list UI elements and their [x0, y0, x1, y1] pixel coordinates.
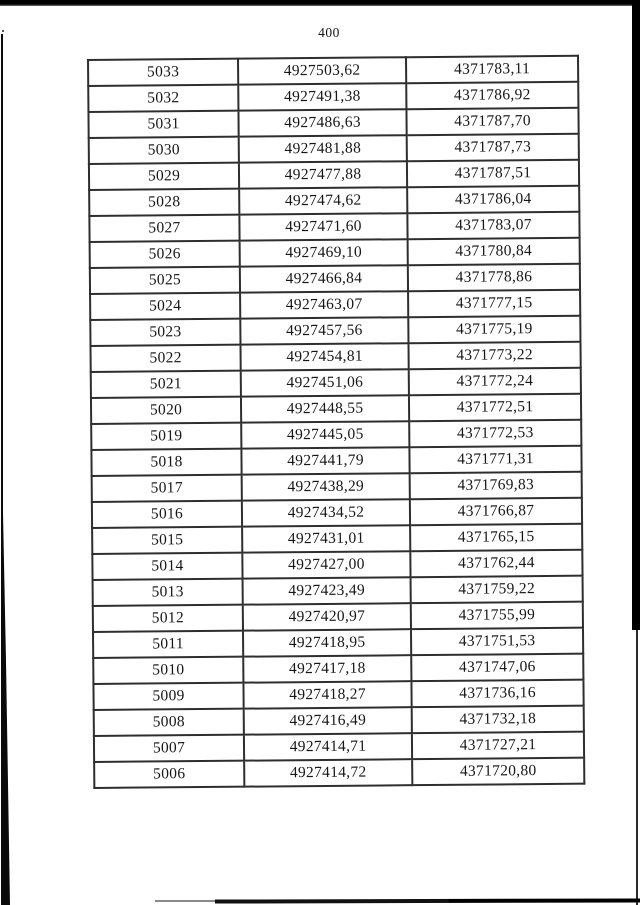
x-coordinate-cell: 4927454,81 — [240, 343, 408, 370]
y-coordinate-cell: 4371747,06 — [411, 654, 583, 682]
y-coordinate-cell: 4371787,70 — [406, 108, 578, 135]
point-id-cell: 5014 — [92, 553, 242, 580]
y-coordinate-cell: 4371783,07 — [407, 212, 579, 239]
x-coordinate-cell: 4927486,63 — [238, 109, 406, 136]
x-coordinate-cell: 4927414,72 — [244, 759, 412, 786]
x-coordinate-cell: 4927503,62 — [238, 57, 406, 84]
y-coordinate-cell: 4371775,19 — [408, 316, 580, 344]
x-coordinate-cell: 4927416,49 — [244, 707, 412, 734]
y-coordinate-cell: 4371769,83 — [410, 472, 582, 499]
x-coordinate-cell: 4927469,10 — [240, 239, 408, 266]
x-coordinate-cell: 4927414,71 — [244, 733, 412, 760]
scan-speck — [2, 30, 4, 32]
x-coordinate-cell: 4927431,01 — [242, 525, 410, 552]
point-id-cell: 5033 — [88, 59, 238, 86]
x-coordinate-cell: 4927471,60 — [239, 213, 407, 240]
x-coordinate-cell: 4927477,88 — [239, 161, 407, 188]
y-coordinate-cell: 4371765,15 — [410, 524, 582, 552]
x-coordinate-cell: 4927438,29 — [242, 473, 410, 500]
y-coordinate-cell: 4371766,87 — [410, 498, 582, 525]
scan-artifact-right-edge — [632, 4, 640, 630]
y-coordinate-cell: 4371777,15 — [408, 290, 580, 317]
x-coordinate-cell: 4927474,62 — [239, 187, 407, 214]
point-id-cell: 5011 — [93, 631, 243, 658]
point-id-cell: 5032 — [88, 85, 238, 112]
y-coordinate-cell: 4371751,53 — [411, 628, 583, 655]
scan-artifact-right-edge-thin — [636, 630, 638, 905]
x-coordinate-cell: 4927491,38 — [238, 83, 406, 110]
point-id-cell: 5012 — [93, 605, 243, 632]
point-id-cell: 5027 — [89, 215, 239, 242]
point-id-cell: 5020 — [91, 397, 241, 424]
point-id-cell: 5007 — [94, 735, 244, 762]
x-coordinate-cell: 4927434,52 — [242, 499, 410, 526]
y-coordinate-cell: 4371720,80 — [412, 758, 584, 786]
x-coordinate-cell: 4927420,97 — [243, 603, 411, 630]
scan-artifact-bottom-edge — [215, 898, 640, 903]
y-coordinate-cell: 4371783,11 — [406, 56, 578, 83]
point-id-cell: 5019 — [91, 423, 241, 450]
x-coordinate-cell: 4927451,06 — [241, 369, 409, 396]
y-coordinate-cell: 4371773,22 — [408, 342, 580, 369]
x-coordinate-cell: 4927466,84 — [240, 265, 408, 292]
point-id-cell: 5017 — [92, 475, 242, 502]
point-id-cell: 5008 — [94, 709, 244, 736]
y-coordinate-cell: 4371786,04 — [407, 186, 579, 213]
y-coordinate-cell: 4371772,24 — [409, 368, 581, 396]
y-coordinate-cell: 4371759,22 — [411, 576, 583, 604]
point-id-cell: 5009 — [93, 683, 243, 710]
x-coordinate-cell: 4927427,00 — [242, 551, 410, 578]
point-id-cell: 5021 — [91, 371, 241, 398]
x-coordinate-cell: 4927448,55 — [241, 395, 409, 422]
y-coordinate-cell: 4371755,99 — [411, 602, 583, 629]
point-id-cell: 5022 — [91, 345, 241, 372]
point-id-cell: 5006 — [94, 761, 244, 788]
y-coordinate-cell: 4371778,86 — [408, 264, 580, 291]
y-coordinate-cell: 4371732,18 — [412, 706, 584, 733]
scan-artifact-left-edge — [1, 34, 10, 905]
point-id-cell: 5018 — [91, 449, 241, 476]
scan-artifact-bottom-edge-gray — [155, 900, 217, 902]
y-coordinate-cell: 4371727,21 — [412, 732, 584, 759]
point-id-cell: 5013 — [93, 579, 243, 606]
point-id-cell: 5023 — [90, 319, 240, 346]
x-coordinate-cell: 4927463,07 — [240, 291, 408, 318]
y-coordinate-cell: 4371787,73 — [407, 134, 579, 161]
point-id-cell: 5031 — [88, 111, 238, 138]
x-coordinate-cell: 4927445,05 — [241, 421, 409, 448]
point-id-cell: 5030 — [89, 137, 239, 164]
x-coordinate-cell: 4927457,56 — [240, 317, 408, 344]
point-id-cell: 5028 — [89, 189, 239, 216]
y-coordinate-cell: 4371762,44 — [410, 550, 582, 578]
point-id-cell: 5026 — [90, 241, 240, 268]
y-coordinate-cell: 4371772,51 — [409, 394, 581, 421]
point-id-cell: 5029 — [89, 163, 239, 190]
y-coordinate-cell: 4371772,53 — [409, 420, 581, 447]
x-coordinate-cell: 4927423,49 — [243, 577, 411, 604]
x-coordinate-cell: 4927481,88 — [239, 135, 407, 162]
y-coordinate-cell: 4371787,51 — [407, 160, 579, 187]
page-number: 400 — [318, 25, 340, 40]
y-coordinate-cell: 4371771,31 — [409, 446, 581, 473]
y-coordinate-cell: 4371786,92 — [406, 82, 578, 109]
point-id-cell: 5016 — [92, 501, 242, 528]
point-id-cell: 5025 — [90, 267, 240, 294]
x-coordinate-cell: 4927418,27 — [243, 681, 411, 708]
x-coordinate-cell: 4927418,95 — [243, 629, 411, 656]
x-coordinate-cell: 4927417,18 — [243, 655, 411, 682]
x-coordinate-cell: 4927441,79 — [241, 447, 409, 474]
point-id-cell: 5024 — [90, 293, 240, 320]
point-id-cell: 5015 — [92, 527, 242, 554]
point-id-cell: 5010 — [93, 657, 243, 684]
coordinate-table-body — [88, 56, 584, 788]
y-coordinate-cell: 4371736,16 — [411, 680, 583, 708]
y-coordinate-cell: 4371780,84 — [408, 238, 580, 265]
coordinate-table-row — [94, 758, 584, 788]
coordinate-table — [87, 55, 585, 789]
scan-artifact-top-edge — [0, 0, 640, 6]
